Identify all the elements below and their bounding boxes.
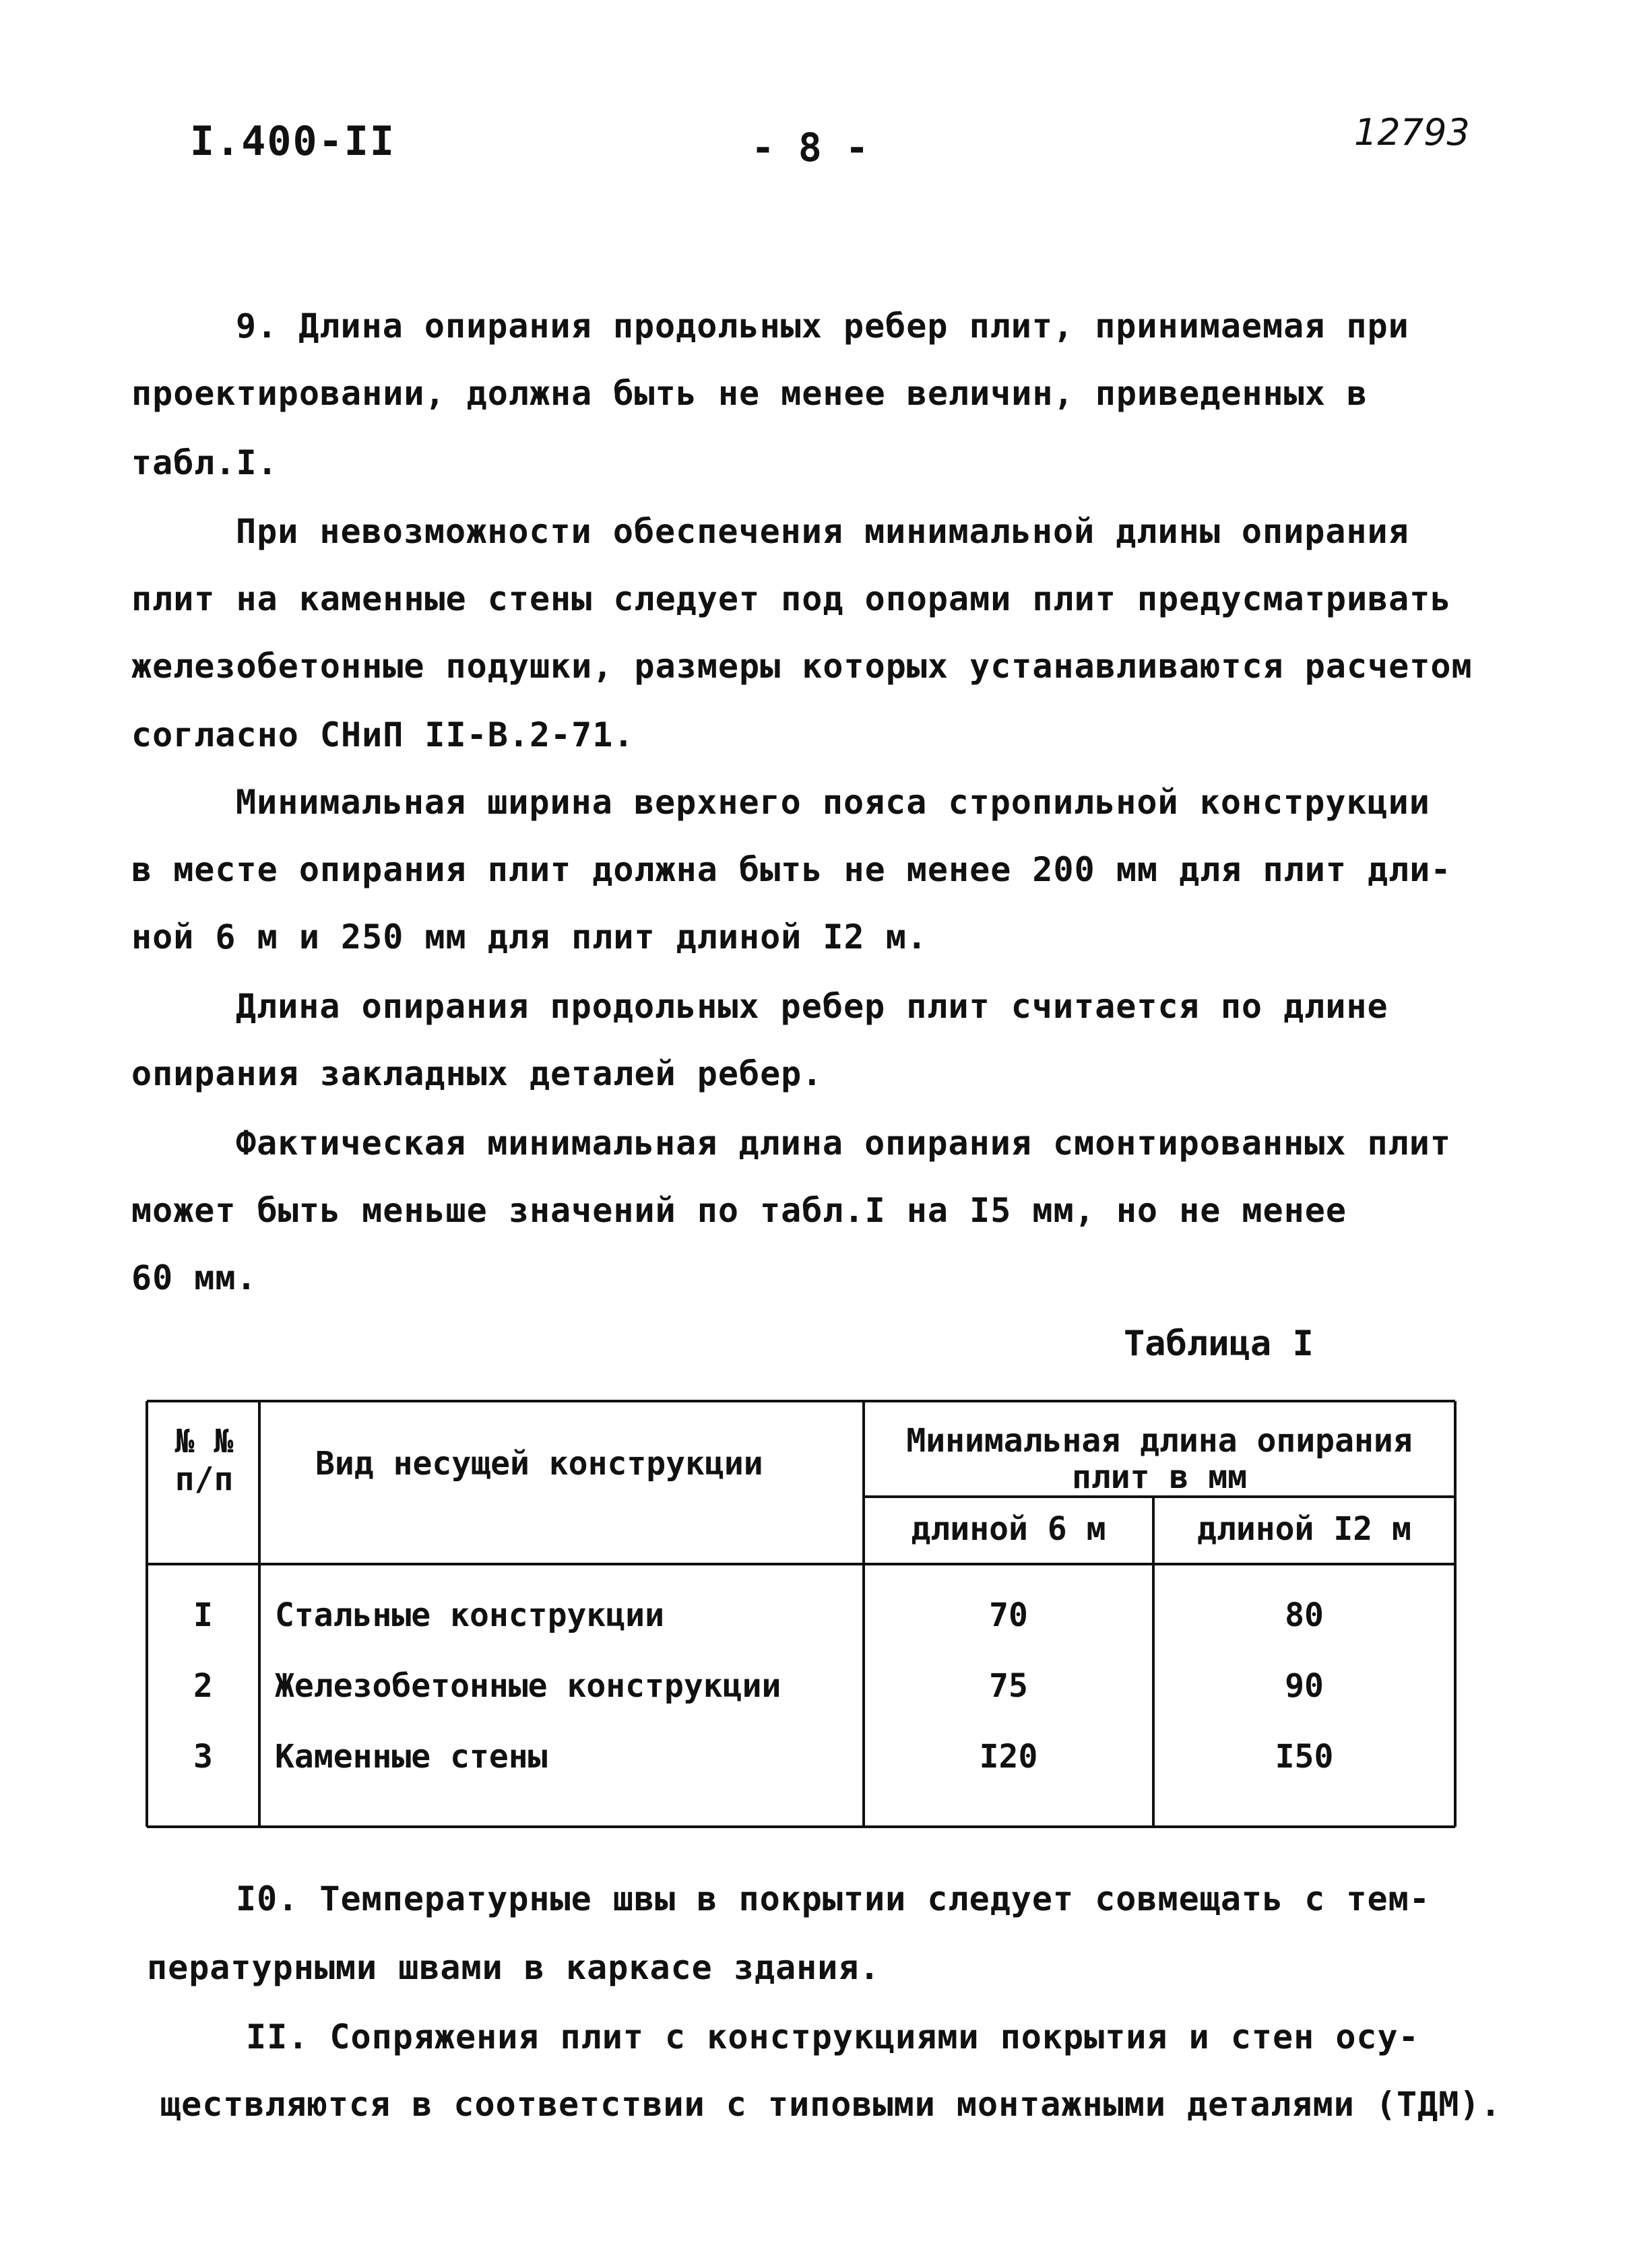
row2-len6: 75 xyxy=(989,1667,1028,1705)
row3-type: Каменные стены xyxy=(275,1738,548,1776)
page-number: - 8 - xyxy=(751,125,869,170)
length-line-1: Длина опирания продольных ребер плит считается по длине xyxy=(236,987,1388,1026)
header-len6: длиной 6 м xyxy=(911,1510,1106,1548)
row1-num: I xyxy=(193,1596,213,1634)
length-line-2: опирания закладных деталей ребер. xyxy=(131,1054,823,1093)
width-line-2: в месте опирания плит должна быть не менее 200 мм для плит дли- xyxy=(131,850,1452,889)
row2-num: 2 xyxy=(193,1667,213,1705)
row3-len6: I20 xyxy=(979,1738,1038,1776)
section11-line-1: II. Сопряжения плит с конструкциями покрытия и стен осу- xyxy=(246,2017,1419,2056)
header-len12: длиной I2 м xyxy=(1197,1510,1411,1548)
sheet-number: 12793 xyxy=(1354,111,1470,154)
table-caption: Таблица I xyxy=(1124,1324,1314,1364)
row1-len6: 70 xyxy=(989,1596,1028,1634)
row1-type: Стальные конструкции xyxy=(275,1596,664,1634)
header-num: № № п/п xyxy=(174,1423,234,1498)
row2-type: Железобетонные конструкции xyxy=(275,1667,781,1705)
section9-line-3: табл.I. xyxy=(131,443,278,482)
masonry-line-1: При невозможности обеспечения минимальной длины опирания xyxy=(236,512,1409,551)
masonry-line-3: железобетонные подушки, размеры которых устанавливаются расчетом xyxy=(131,647,1473,686)
row3-len12: I50 xyxy=(1275,1738,1334,1776)
section10-line-2: пературными швами в каркасе здания. xyxy=(147,1948,881,1987)
section9-line-1: 9. Длина опирания продольных ребер плит, принимаемая при xyxy=(236,306,1409,346)
header-type: Вид несущей конструкции xyxy=(315,1445,763,1483)
actual-line-2: может быть меньше значений по табл.I на I5 мм, но не менее xyxy=(131,1191,1347,1230)
row2-len12: 90 xyxy=(1285,1667,1324,1705)
width-line-3: ной 6 м и 250 мм для плит длиной I2 м. xyxy=(131,917,928,957)
section11-line-2: ществляются в соответствии с типовыми монтажными деталями (ТДМ). xyxy=(160,2085,1502,2124)
header-min-length: Минимальная длина опирания плит в мм xyxy=(906,1422,1413,1496)
actual-line-1: Фактическая минимальная длина опирания смонтированных плит xyxy=(236,1124,1451,1163)
width-line-1: Минимальная ширина верхнего пояса стропильной конструкции xyxy=(236,783,1430,822)
section9-line-2: проектировании, должна быть не менее величин, приведенных в xyxy=(131,374,1368,413)
document-code: I.400-II xyxy=(190,118,395,165)
section10-line-1: I0. Температурные швы в покрытии следует совмещать с тем- xyxy=(236,1879,1430,1918)
row3-num: 3 xyxy=(193,1738,213,1776)
masonry-line-4: согласно СНиП II-В.2-71. xyxy=(131,715,635,754)
row1-len12: 80 xyxy=(1285,1596,1324,1634)
actual-line-3: 60 мм. xyxy=(131,1258,257,1297)
masonry-line-2: плит на каменные стены следует под опорами плит предусматривать xyxy=(131,579,1452,618)
